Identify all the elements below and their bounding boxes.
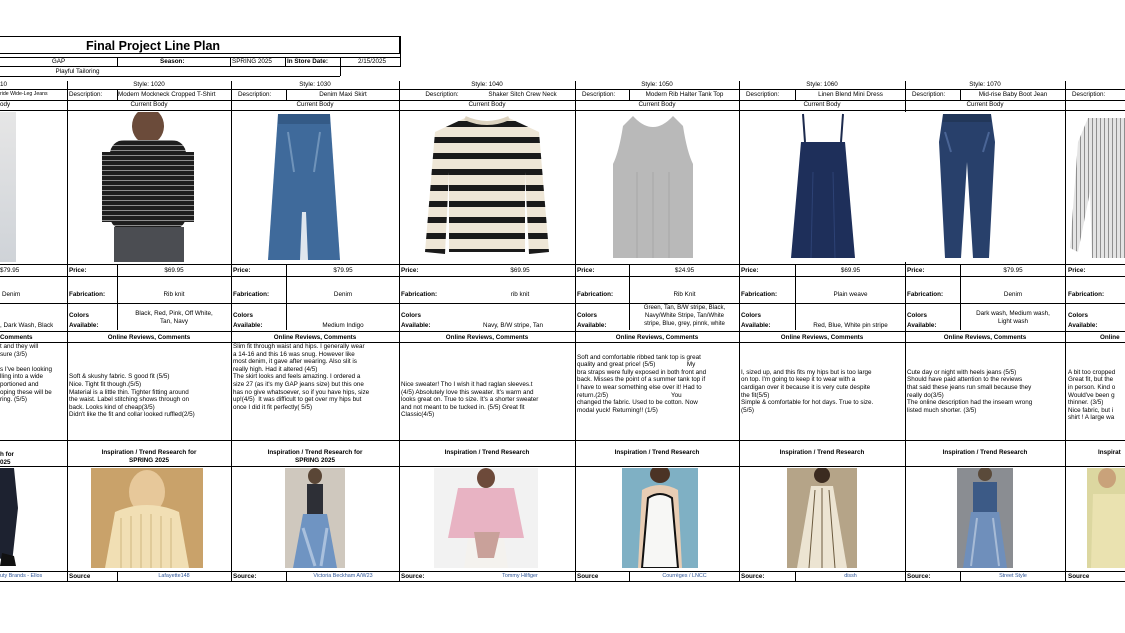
inspiration-1060: Inspiration / Trend Research bbox=[779, 449, 865, 456]
patchwork-denim-skirt-photo bbox=[285, 468, 345, 568]
available-label: Available: bbox=[69, 322, 99, 329]
description-label: Description: bbox=[69, 91, 103, 98]
theme: Playful Tailoring bbox=[55, 68, 100, 75]
fabric-1060: Plain weave bbox=[833, 291, 868, 298]
source-1050: Courrèges / LNCC bbox=[662, 573, 707, 579]
style-1030: Style: 1030 bbox=[299, 81, 331, 88]
price-label: Price: bbox=[907, 267, 925, 274]
price-1050: $24.95 bbox=[674, 267, 695, 274]
current-body-label: Current Body bbox=[130, 101, 168, 108]
current-body-label: Current Body bbox=[296, 101, 334, 108]
colors-partial: , Dark Wash, Black bbox=[0, 322, 54, 329]
price-label: Price: bbox=[233, 267, 251, 274]
description-1040: Shaker Sitch Crew Neck bbox=[488, 91, 557, 98]
inspiration-1020: Inspiration / Trend Research for SPRING 2025 bbox=[101, 449, 197, 464]
reviews-partial: t and they will sure (3/5) s I've been looking lling into a wide portioned and oping these will be ring. (5/5) bbox=[0, 343, 52, 404]
reviews-1070: Cute day or night with heels jeans (5/5) Should have paid attention to the reviews that said these jeans run small because they really do(3/5) The online description had the inseam wrong listed much shorter. (3/5) bbox=[907, 368, 1033, 414]
description-1070: Mid-rise Baby Boot Jean bbox=[978, 91, 1048, 98]
brand: GAP bbox=[51, 58, 66, 65]
price-label: Price: bbox=[741, 267, 759, 274]
inspiration-1070: Inspiration / Trend Research bbox=[942, 449, 1028, 456]
reviews-partial-right: A bit too cropped Great fit, but the in person. Kind o Would've been g thinner. (3/5) Nice fabric, but i shirt ! A large wa bbox=[1068, 368, 1116, 422]
current-body-label: Current Body bbox=[966, 101, 1004, 108]
description-label: Description: bbox=[582, 91, 616, 98]
reviews-1020: Soft & skushy fabric. S good fit (5/5) Nice. Tight fit though.(5/5) Material is a little thin. Tighter fitting around the waist. Label stitching shows through on back. Looks kind of cheap(3/5) Didn't like the fit and collar looked ruffled(2/5) bbox=[69, 373, 195, 419]
season-value: SPRING 2025 bbox=[232, 58, 272, 65]
source-label: Source: bbox=[741, 573, 765, 580]
fabric-1020: Rib knit bbox=[163, 291, 185, 298]
source-1070: Street Style bbox=[999, 573, 1027, 579]
source-label: Source bbox=[1068, 573, 1090, 580]
style-1070: Style: 1070 bbox=[969, 81, 1001, 88]
inspiration-partial-right: Inspirat bbox=[1098, 449, 1121, 456]
stripe-sweater-photo bbox=[421, 112, 553, 262]
insp-partial-1: h for bbox=[0, 451, 14, 458]
description-1020: Modern Mockneck Cropped T-Shirt bbox=[118, 91, 216, 98]
fabric-1040: rib knit bbox=[510, 291, 530, 298]
price-1030: $79.95 bbox=[333, 267, 353, 274]
available-label: Available: bbox=[1068, 322, 1098, 329]
source-label: Source: bbox=[907, 573, 931, 580]
description-label: Description: bbox=[912, 91, 946, 98]
fabric-1050: Rib Knit bbox=[673, 291, 696, 298]
colors-1050: Green, Tan, B/W stripe, Black, Navy/White Stripe, Tan/White stripe, Blue, grey, pinnk, white bbox=[643, 304, 726, 327]
rib-tank-photo bbox=[597, 112, 709, 262]
colors-1060: Red, Blue, White pin stripe bbox=[813, 322, 888, 329]
current-body-label: Current Body bbox=[803, 101, 841, 108]
style-number-partial: 10 bbox=[0, 81, 8, 88]
mockneck-stripe-photo bbox=[88, 112, 208, 262]
description-1050: Modern Rib Halter Tank Top bbox=[645, 91, 724, 98]
price-1020: $69.95 bbox=[164, 267, 184, 274]
colors-label: Colors bbox=[577, 312, 597, 319]
inspiration-1040: Inspiration / Trend Research bbox=[444, 449, 530, 456]
colors-label: Colors bbox=[907, 312, 927, 319]
source-partial: uty Brands - Ellos bbox=[0, 573, 43, 579]
price-1070: $79.95 bbox=[1003, 267, 1023, 274]
available-label: Available: bbox=[907, 322, 937, 329]
colors-1070: Dark wash, Medium wash, Light wash bbox=[976, 310, 1050, 325]
inspiration-1050: Inspiration / Trend Research bbox=[614, 449, 700, 456]
denim-street-style-photo bbox=[957, 468, 1013, 568]
reviews-label: Online Reviews, Comments bbox=[780, 334, 864, 341]
instore-date: 2/15/2025 bbox=[358, 58, 387, 65]
style-1040: Style: 1040 bbox=[471, 81, 503, 88]
striped-shirt-photo bbox=[1068, 112, 1125, 262]
inspiration-1030: Inspiration / Trend Research for SPRING 2025 bbox=[267, 449, 363, 464]
price-1040: $69.95 bbox=[510, 267, 530, 274]
current-body-partial: ody bbox=[0, 101, 11, 108]
reviews-1040: Nice sweater! Tho I wish it had raglan sleeves.t (4/5) Absolutely love this sweater. It's warm and looks great on. True to size. It's a shorter sweater and not meant to be tucked in. (5/5) Great fit Classic(4/5) bbox=[401, 380, 539, 419]
source-label: Source: bbox=[233, 573, 257, 580]
available-label: Available: bbox=[577, 322, 607, 329]
style-1020: Style: 1020 bbox=[133, 81, 165, 88]
denim-maxi-skirt-photo bbox=[248, 112, 360, 262]
description-1030: Denim Maxi Skirt bbox=[319, 91, 367, 98]
style-1050: Style: 1050 bbox=[641, 81, 673, 88]
style-1060: Style: 1060 bbox=[806, 81, 838, 88]
fabric-partial: Denim bbox=[2, 291, 21, 298]
colors-1040: Navy, B/W stripe, Tan bbox=[483, 322, 543, 329]
colors-label: Colors bbox=[69, 312, 89, 319]
description-label: Description: bbox=[425, 91, 459, 98]
reviews-label-partial: Comments bbox=[0, 334, 33, 341]
fabrication-label: Fabrication: bbox=[577, 291, 614, 298]
reviews-label: Online Reviews, Comments bbox=[615, 334, 699, 341]
source-1020: Lafayette148 bbox=[158, 573, 190, 579]
description-label: Description: bbox=[1072, 91, 1106, 98]
fabric-1070: Denim bbox=[1003, 291, 1023, 298]
available-label: Available: bbox=[741, 322, 771, 329]
price-label: Price: bbox=[69, 267, 87, 274]
price-label: Price: bbox=[401, 267, 419, 274]
reviews-label: Online Reviews, Comments bbox=[273, 334, 357, 341]
source-1030: Victoria Beckham A/W23 bbox=[313, 573, 373, 579]
fabric-1030: Denim bbox=[333, 291, 353, 298]
reviews-label-partial-right: Online bbox=[1100, 334, 1120, 341]
page-title: Final Project Line Plan bbox=[85, 39, 221, 53]
sheer-leggings-photo bbox=[0, 468, 22, 568]
current-body-label: Current Body bbox=[468, 101, 506, 108]
description-label: Description: bbox=[238, 91, 272, 98]
reviews-1030: Slim fit through waist and hips. I generally wear a 14-16 and this 16 was snug. However like most denim, it gave after wearing. Also slit is really high. Had it altered (4/5) The skirt looks and feels amazing. I ordered a size 27 (as it's my GAP jeans size) but this one has no give whatsoever, so if you have hips, size up!(4/5) It was difficult to get over my hips but once I did it fit perfectly( 5/5) bbox=[233, 343, 370, 411]
striped-maxi-dress-photo bbox=[787, 468, 857, 568]
colors-label: Colors bbox=[741, 312, 761, 319]
fabrication-label: Fabrication: bbox=[741, 291, 778, 298]
source-1040: Tommy Hilfiger bbox=[502, 573, 538, 579]
insp-partial-2: 025 bbox=[0, 459, 11, 466]
colors-1030: Medium Indigo bbox=[322, 322, 364, 329]
colors-label: Colors bbox=[1068, 312, 1088, 319]
reviews-label: Online Reviews, Comments bbox=[445, 334, 529, 341]
source-label: Source bbox=[69, 573, 91, 580]
source-label: Source bbox=[577, 573, 599, 580]
partial-jeans-photo bbox=[0, 112, 16, 262]
reviews-label: Online Reviews, Comments bbox=[107, 334, 191, 341]
reviews-1050: Soft and comfortable ribbed tank top is great quality and great price! (5/5) My bra straps were fully exposed in both front and back. Misses the point of a summer tank top if I have to wear something else over it! Had to return.(2/5) You changed the fabric. Used to be cotton. Now modal yuck! Returning!! (1/5) bbox=[577, 353, 707, 414]
fabrication-label: Fabrication: bbox=[907, 291, 944, 298]
price-partial: $79.95 bbox=[0, 267, 20, 274]
current-body-label: Current Body bbox=[638, 101, 676, 108]
navy-mini-dress-photo bbox=[773, 112, 873, 262]
colors-1020: Black, Red, Pink, Off White, Tan, Navy bbox=[135, 310, 213, 325]
colors-label: Colors bbox=[233, 312, 253, 319]
yellow-knit-photo bbox=[1087, 468, 1125, 568]
pink-layered-top-photo bbox=[434, 468, 538, 568]
bootcut-jeans-photo bbox=[905, 112, 1029, 262]
fabrication-label: Fabrication: bbox=[1068, 291, 1105, 298]
colors-label: Colors bbox=[401, 312, 421, 319]
instore-label: In Store Date: bbox=[287, 58, 328, 65]
halter-tank-photo bbox=[622, 468, 698, 568]
description-1060: Linen Blend Mini Dress bbox=[818, 91, 883, 98]
cream-knit-photo bbox=[91, 468, 203, 568]
price-label: Price: bbox=[1068, 267, 1086, 274]
price-label: Price: bbox=[577, 267, 595, 274]
season-label: Season: bbox=[160, 58, 185, 65]
reviews-1060: I, sized up, and this fits my hips but is too large on top. I'm going to keep it to wear with a cardigan over it because it is very cute despite the fit(5/5) Simple & comfortable for hot days. True to size. (5/5) bbox=[741, 368, 874, 414]
fabrication-label: Fabrication: bbox=[69, 291, 106, 298]
available-label: Available: bbox=[233, 322, 263, 329]
description-partial: ride Wide-Leg Jeans bbox=[0, 91, 48, 97]
source-label: Source: bbox=[401, 573, 425, 580]
fabrication-label: Fabrication: bbox=[401, 291, 438, 298]
price-1060: $69.95 bbox=[840, 267, 861, 274]
description-label: Description: bbox=[746, 91, 780, 98]
source-1060: dissh bbox=[844, 573, 857, 579]
reviews-label: Online Reviews, Comments bbox=[943, 334, 1027, 341]
available-label: Available: bbox=[401, 322, 431, 329]
fabrication-label: Fabrication: bbox=[233, 291, 270, 298]
